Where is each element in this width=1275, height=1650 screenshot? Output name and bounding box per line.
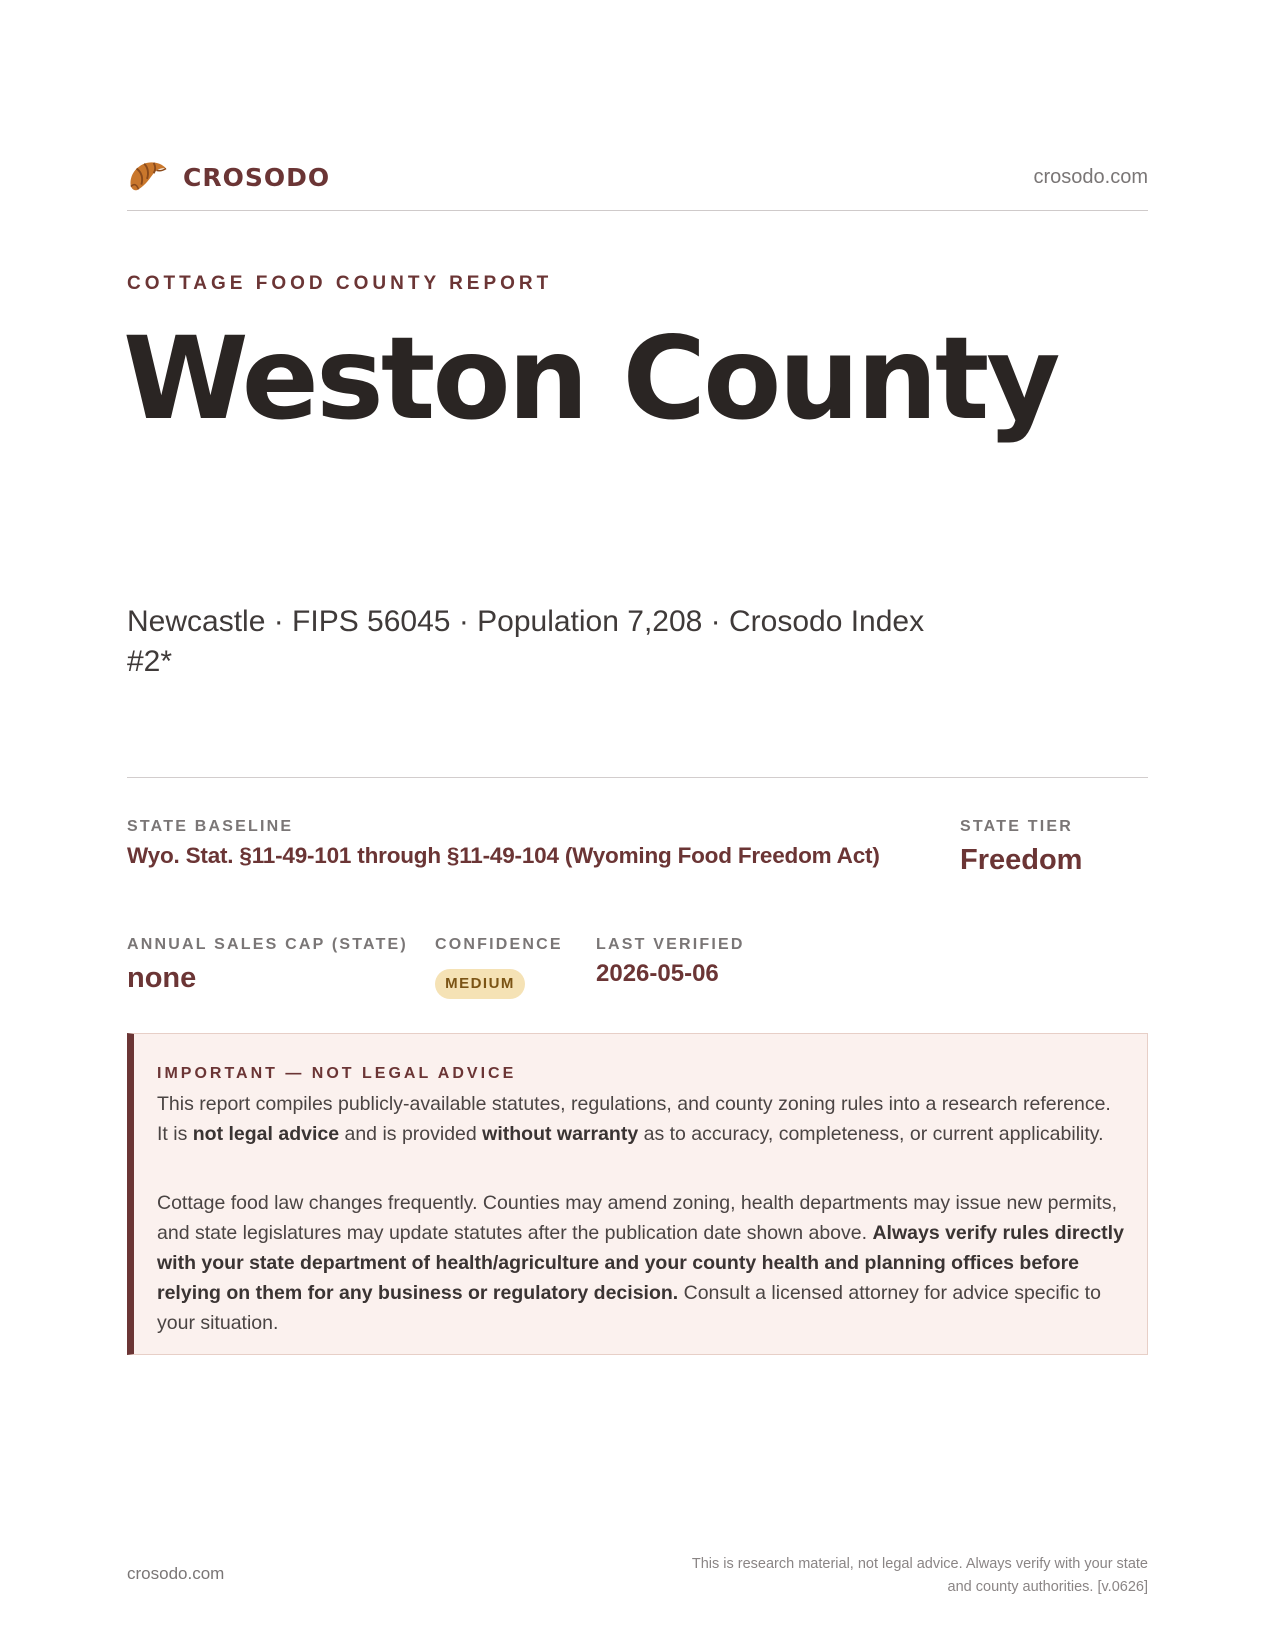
brand — [127, 158, 330, 196]
last-verified-label: LAST VERIFIED — [596, 936, 745, 953]
notice-paragraph-1 — [157, 1089, 1127, 1149]
county-summary: Newcastle · FIPS 56045 · Population 7,208 · Crosodo Index #2* — [127, 605, 925, 678]
header-site-link[interactable]: crosodo.com — [1033, 166, 1148, 188]
notice-emphasis: Always verify rules directly with your state department of health/agriculture and your county health and planning offices before relying on them for any business or regulatory decision. — [157, 1222, 1124, 1304]
page-title: Weston County — [123, 312, 1058, 445]
state-tier-value: Freedom — [960, 844, 1083, 876]
confidence-badge: MEDIUM — [435, 969, 525, 999]
notice-text: Consult a licensed attorney for advice specific to your situation. — [157, 1282, 1101, 1334]
sales-cap-label: ANNUAL SALES CAP (STATE) — [127, 936, 408, 953]
notice-text: Cottage food law changes frequently. Counties may amend zoning, health departments may issue new permits, and state legislatures may update statutes after the publication date shown above. — [157, 1192, 1117, 1244]
state-baseline-value: Wyo. Stat. §11-49-101 through §11-49-104 (Wyoming Food Freedom Act) — [127, 843, 880, 868]
notice-text: This report compiles publicly-available statutes, regulations, and county zoning rules into a research reference. It is — [157, 1093, 1111, 1145]
footer-disclaimer — [588, 1553, 1148, 1599]
footer-disclaimer-line: This is research material, not legal advice. Always verify with your state — [691, 1556, 1148, 1572]
sales-cap-value: none — [127, 962, 197, 994]
confidence-label: CONFIDENCE — [435, 936, 563, 953]
footer-site-link[interactable]: crosodo.com — [127, 1564, 225, 1583]
section-divider — [127, 777, 1148, 778]
brand-name: CROSODO — [183, 162, 331, 192]
report-eyebrow: COTTAGE FOOD COUNTY REPORT — [127, 273, 553, 294]
state-baseline-label: STATE BASELINE — [127, 818, 294, 835]
footer-disclaimer-line: and county authorities. [v.0626] — [947, 1579, 1148, 1595]
notice-text: as to accuracy, completeness, or current applicability. — [638, 1123, 1104, 1145]
croissant-icon — [127, 158, 169, 196]
notice-paragraph-2 — [157, 1188, 1127, 1338]
legal-notice — [127, 1033, 1148, 1355]
state-tier-label: STATE TIER — [960, 818, 1073, 835]
notice-text: and is provided — [339, 1123, 483, 1145]
notice-emphasis: without warranty — [482, 1123, 639, 1145]
last-verified-value: 2026-05-06 — [596, 960, 719, 987]
page-header — [127, 152, 1148, 211]
report-page — [123, 0, 1148, 1650]
notice-title: IMPORTANT — NOT LEGAL ADVICE — [157, 1065, 517, 1082]
notice-emphasis: not legal advice — [192, 1123, 340, 1145]
